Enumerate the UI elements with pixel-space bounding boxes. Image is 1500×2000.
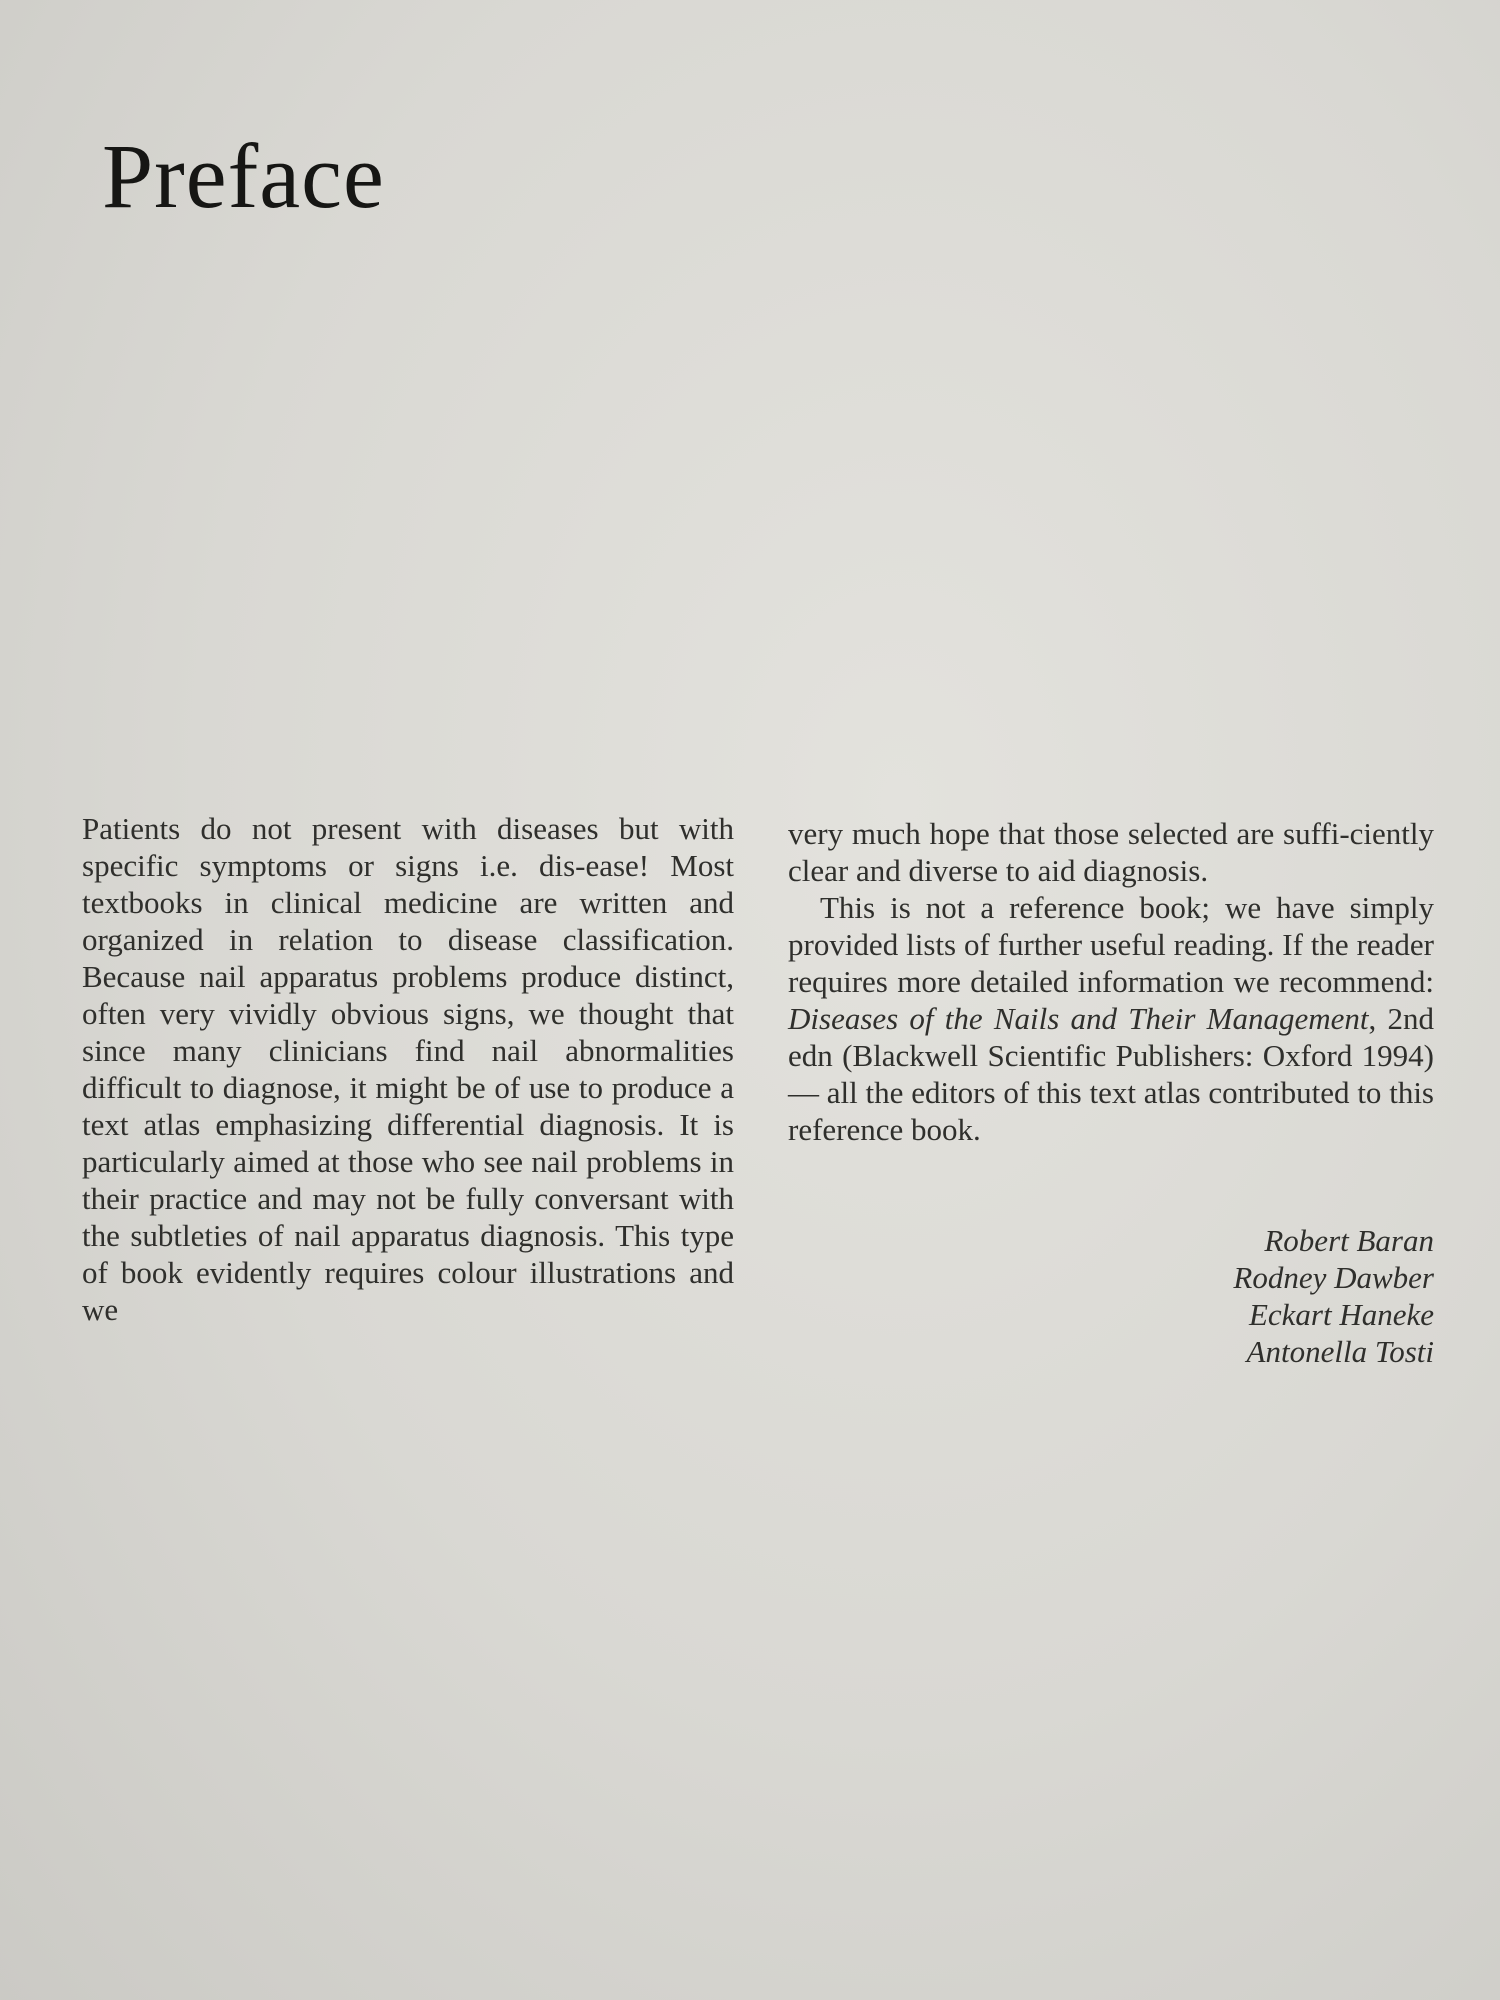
editor-name: Eckart Haneke [1248, 1297, 1434, 1332]
editor-name: Rodney Dawber [1233, 1260, 1434, 1295]
preface-paragraph-continued: very much hope that those selected are suffi-ciently clear and diverse to aid diagnosis. [788, 816, 1434, 888]
paragraph-2-text-end: , 2nd edn (Blackwell Scientific Publishers: Oxford 1994) — all the editors of this text atlas contributed to this reference book. [788, 1001, 1435, 1147]
preface-paragraph-2 [788, 889, 1434, 1148]
reference-book-title: Diseases of the Nails and Their Management [788, 1001, 1369, 1036]
editor-name: Robert Baran [1264, 1223, 1434, 1258]
editor-name: Antonella Tosti [1246, 1334, 1434, 1369]
left-text-column [82, 810, 734, 1328]
right-text-column [788, 815, 1434, 1148]
page-title: Preface [102, 125, 385, 227]
editor-signatures [1034, 1222, 1434, 1370]
preface-paragraph-1: Patients do not present with diseases but with specific symptoms or signs i.e. dis-ease! Most textbooks in clinical medicine are written and organized in relation to disease classification. Because nail apparatus problems produce distinct, often very vividly obvious signs, we thought that since many clinicians find nail abnormalities difficult to diagnose, it might be of use to produce a text atlas emphasizing differential diagnosis. It is particularly aimed at those who see nail problems in their practice and may not be fully conversant with the subtleties of nail apparatus diagnosis. This type of book evidently requires colour illustrations and we [82, 811, 734, 1327]
paragraph-2-text-start: This is not a reference book; we have simply provided lists of further useful reading. If the reader requires more detailed information we recommend: [788, 890, 1434, 999]
